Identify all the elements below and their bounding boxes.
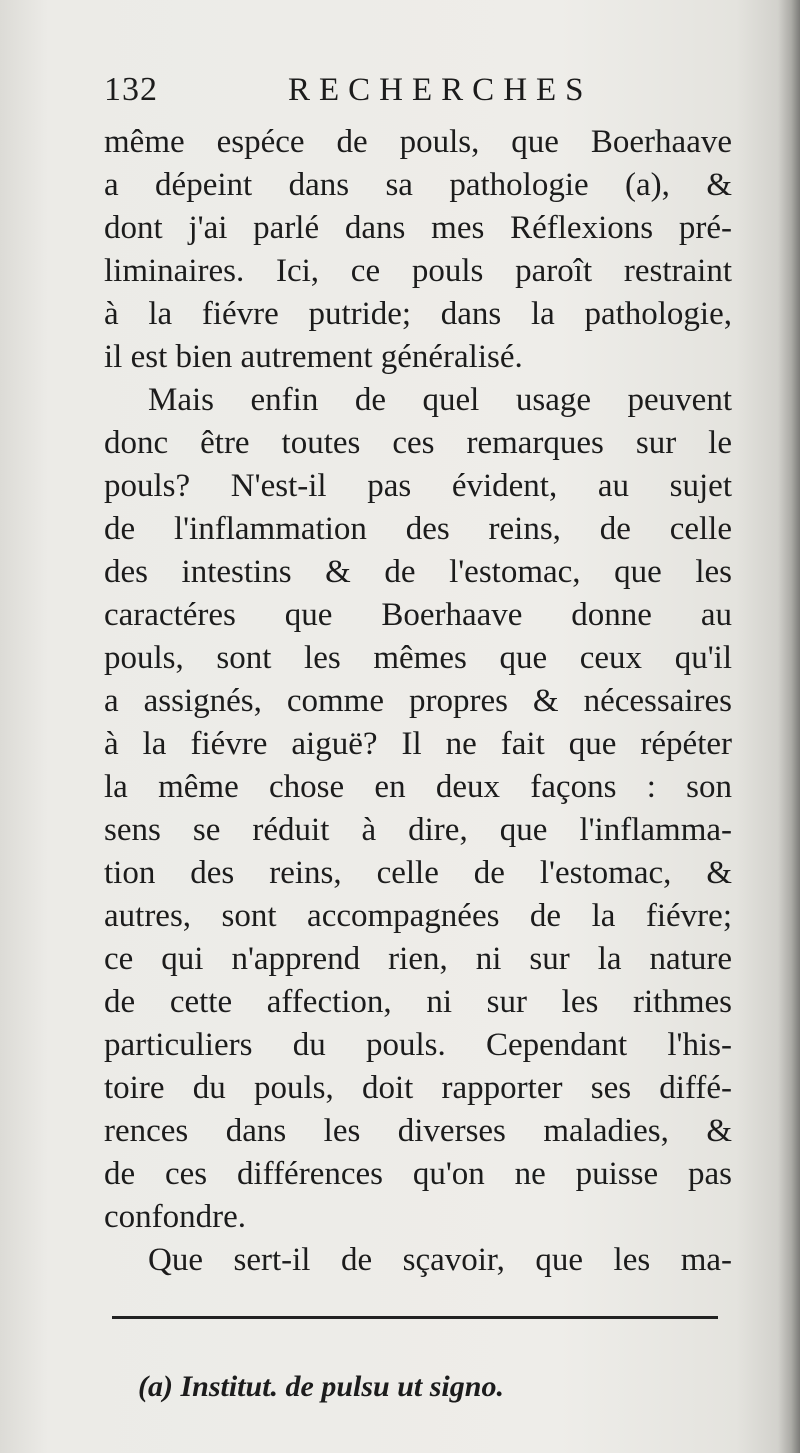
text-line: ce qui n'apprend rien, ni sur la nature xyxy=(104,941,732,977)
page-edge-shadow xyxy=(778,0,800,1453)
text-line: de ces différences qu'on ne puisse pas xyxy=(104,1156,732,1192)
text-line: liminaires. Ici, ce pouls paroît restraint xyxy=(104,253,732,289)
text-line: rences dans les diverses maladies, & xyxy=(104,1113,732,1149)
text-line: donc être toutes ces remarques sur le xyxy=(104,425,732,461)
text-line: caractéres que Boerhaave donne au xyxy=(104,597,732,633)
text-line: confondre. xyxy=(104,1199,247,1235)
text-line: à la fiévre putride; dans la pathologie, xyxy=(104,296,732,332)
text-line: pouls? N'est-il pas évident, au sujet xyxy=(104,468,732,504)
footnote-rule xyxy=(112,1316,718,1319)
text-line: pouls, sont les mêmes que ceux qu'il xyxy=(104,640,732,676)
footnote: (a) Institut. de pulsu ut signo. xyxy=(138,1370,504,1403)
text-line: de cette affection, ni sur les rithmes xyxy=(104,984,732,1020)
running-title: RECHERCHES xyxy=(288,72,593,108)
text-line: dont j'ai parlé dans mes Réflexions pré- xyxy=(104,210,732,246)
text-line: a assignés, comme propres & nécessaires xyxy=(104,683,732,719)
text-line: des intestins & de l'estomac, que les xyxy=(104,554,732,590)
text-line: à la fiévre aiguë? Il ne fait que répéter xyxy=(104,726,732,762)
text-line: particuliers du pouls. Cependant l'his- xyxy=(104,1027,732,1063)
text-line: de l'inflammation des reins, de celle xyxy=(104,511,732,547)
paragraph-2 xyxy=(104,379,732,1239)
text-line: autres, sont accompagnées de la fiévre; xyxy=(104,898,732,934)
page-header xyxy=(104,68,744,112)
text-line: Mais enfin de quel usage peuvent xyxy=(148,382,732,418)
text-line: a dépeint dans sa pathologie (a), & xyxy=(104,167,732,203)
body-text xyxy=(104,121,732,1282)
text-line: la même chose en deux façons : son xyxy=(104,769,732,805)
text-line: même espéce de pouls, que Boerhaave xyxy=(104,124,732,160)
text-line: tion des reins, celle de l'estomac, & xyxy=(104,855,732,891)
text-line: Que sert-il de sçavoir, que les ma- xyxy=(148,1242,732,1278)
paragraph-3 xyxy=(104,1239,732,1282)
text-line: toire du pouls, doit rapporter ses diffé- xyxy=(104,1070,732,1106)
page-number: 132 xyxy=(104,71,158,108)
paragraph-1 xyxy=(104,121,732,379)
text-line: il est bien autrement généralisé. xyxy=(104,339,523,375)
text-line: sens se réduit à dire, que l'inflamma- xyxy=(104,812,732,848)
